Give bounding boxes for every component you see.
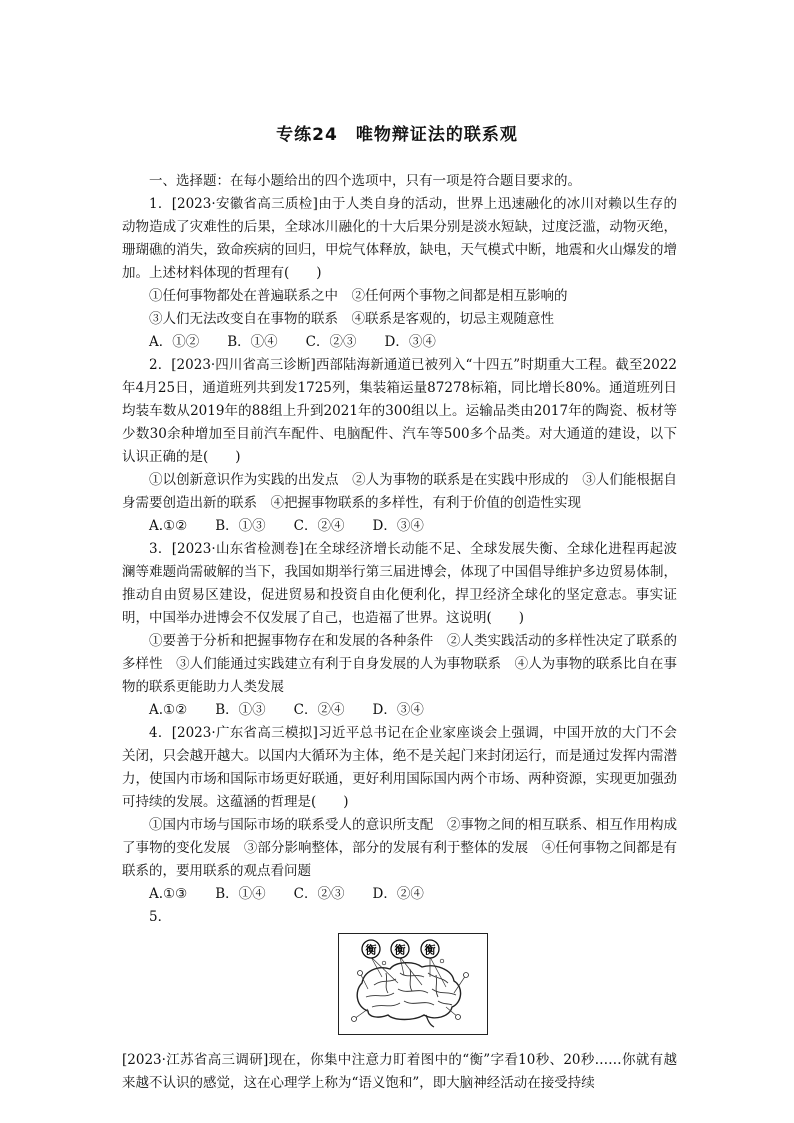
document-body xyxy=(122,170,677,1095)
question-3-stem: 3．[2023·山东省检测卷]在全球经济增长动能不足、全球发展失衡、全球化进程再起波澜等难题尚需破解的当下，我国如期举行第三届进博会，体现了中国倡导维护多边贸易体制，推动自由贸易区建设，促进贸易和投资自由化便利化，捍卫经济全球化的坚定意志。事实证明，中国举办进博会不仅发展了自己，也造福了世界。这说明( ) xyxy=(122,541,677,626)
option-b: B．①④ xyxy=(215,886,266,902)
option-b: B．①④ xyxy=(227,334,278,350)
option-d: D．③④ xyxy=(372,702,424,718)
question-1-options xyxy=(122,331,677,354)
char-label-1: 衡 xyxy=(365,943,377,957)
option-a: A.①② xyxy=(149,518,188,534)
option-d: D．③④ xyxy=(384,334,436,350)
option-b: B．①③ xyxy=(215,702,266,718)
question-4-stem: 4．[2023·广东省高三模拟]习近平总书记在企业家座谈会上强调，中国开放的大门不会关闭，只会越开越大。以国内大循环为主体，绝不是关起门来封闭运行，而是通过发挥内需潜力，使国内市场和国际市场更好联通，更好利用国际国内两个市场、两种资源，实现更加强劲可持续的发展。这蕴涵的哲理是( ) xyxy=(122,725,677,810)
node-dot xyxy=(464,973,469,978)
question-2-stem: 2．[2023·四川省高三诊断]西部陆海新通道已被列入“十四五”时期重大工程。截至2022年4月25日，通道班列共到发1725列，集装箱运量87278标箱，同比增长80%。通道班列日均装车数从2019年的88组上升到2021年的300组以上。运输品类由2017年的陶瓷、板材等少数30余种增加至目前汽车配件、电脑配件、汽车等500多个品类。对大通道的建设，以下认识正确的是( ) xyxy=(122,357,677,465)
page-title: 专练24 唯物辩证法的联系观 xyxy=(276,125,518,145)
node-dot xyxy=(456,1015,461,1020)
question-5-stem: [2023·江苏省高三调研]现在，你集中注意力盯着图中的“衡”字看10秒、20秒……你就有越来越不认识的感觉，这在心理学上称为“语义饱和”，即大脑神经活动在接受持续 xyxy=(122,1052,677,1091)
char-label-3: 衡 xyxy=(424,943,436,957)
question-1-items: ①任何事物都处在普遍联系之中 ②任何两个事物之间都是相互影响的 xyxy=(149,288,568,304)
section-heading: 一、选择题：在每小题给出的四个选项中，只有一项是符合题目要求的。 xyxy=(149,173,581,189)
question-4-options xyxy=(122,883,677,906)
node-dot xyxy=(358,971,363,976)
figure-container xyxy=(122,929,677,1049)
char-label-2: 衡 xyxy=(394,943,406,957)
option-a: A．①② xyxy=(149,334,200,350)
question-3-items: ①要善于分析和把握事物存在和发展的各种条件 ②人类实践活动的多样性决定了联系的多样性 ③人们能通过实践建立有利于自身发展的人为事物联系 ④人为事物的联系比自在事物的联系更能助力人类发展 xyxy=(122,633,677,695)
question-2-options xyxy=(122,515,677,538)
option-d: D．③④ xyxy=(372,518,424,534)
node-dot xyxy=(382,961,386,965)
question-2-items: ①以创新意识作为实践的出发点 ②人为事物的联系是在实践中形成的 ③人们能根据自身需要创造出新的联系 ④把握事物联系的多样性，有利于价值的创造性实现 xyxy=(122,472,677,511)
option-a: A.①② xyxy=(149,702,188,718)
option-b: B．①③ xyxy=(215,518,266,534)
brain-figure xyxy=(338,933,488,1035)
question-4-items: ①国内市场与国际市场的联系受人的意识所支配 ②事物之间的相互联系、相互作用构成了事物的变化发展 ③部分影响整体，部分的发展有利于整体的发展 ④任何事物之间都是有联系的，要用联系的观点看问题 xyxy=(122,817,677,879)
option-d: D．②④ xyxy=(372,886,424,902)
question-1-stem: 1．[2023·安徽省高三质检]由于人类自身的活动，世界上迅速融化的冰川对赖以生存的动物造成了灾难性的后果，全球冰川融化的十大后果分别是淡水短缺，过度泛滥，动物灭绝，珊瑚礁的消失，致命疾病的回归，甲烷气体释放，缺电，天气模式中断，地震和火山爆发的增加。上述材料体现的哲理有( ) xyxy=(122,196,677,281)
option-c: C．②④ xyxy=(293,702,345,718)
node-dot xyxy=(352,1017,357,1022)
option-c: C．②④ xyxy=(293,518,345,534)
option-c: C．②③ xyxy=(305,334,357,350)
question-3-options xyxy=(122,699,677,722)
node-dot xyxy=(440,959,444,963)
question-1-items-2: ③人们无法改变自在事物的联系 ④联系是客观的，切忌主观随意性 xyxy=(149,311,554,327)
option-a: A.①③ xyxy=(149,886,188,902)
question-5-number: 5． xyxy=(149,909,172,925)
option-c: C．②③ xyxy=(293,886,345,902)
